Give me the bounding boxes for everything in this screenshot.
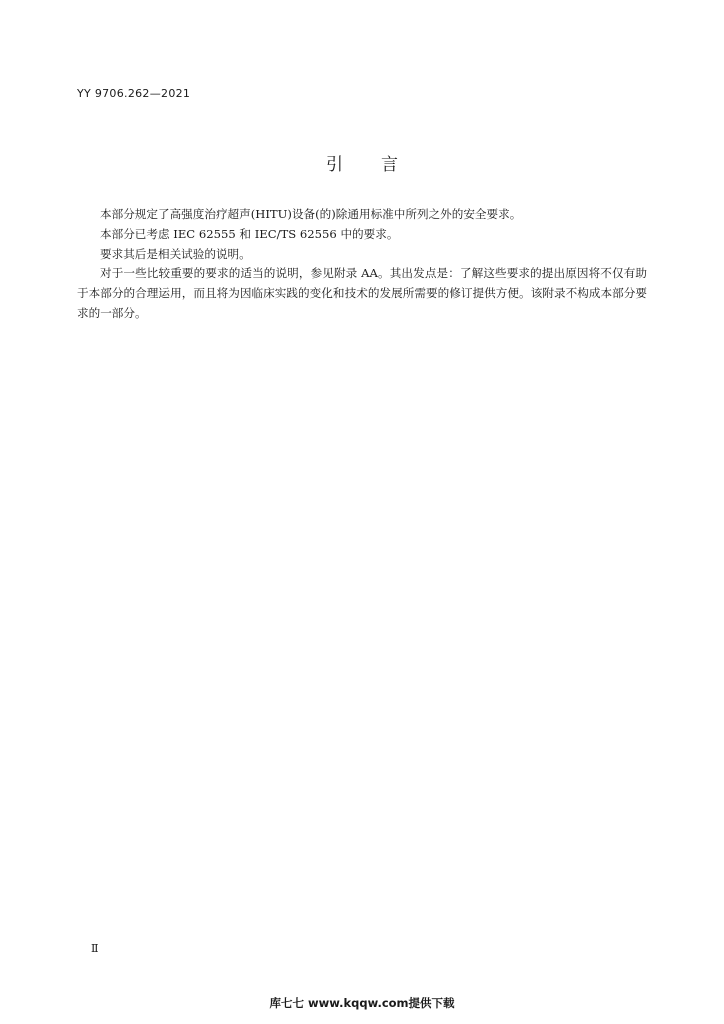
download-watermark: 库七七 www.kqqw.com提供下载 — [269, 996, 455, 1010]
body-text — [77, 205, 647, 324]
paragraph-annex-note: 对于一些比较重要的要求的适当的说明，参见附录 AA。其出发点是：了解这些要求的提出原因将不仅有助于本部分的合理运用，而且将为因临床实践的变化和技术的发展所需要的修订提供方便。该附录不构成本部分要求的一部分。 — [77, 266, 647, 320]
paragraph-scope: 本部分规定了高强度治疗超声(HITU)设备(的)除通用标准中所列之外的安全要求。 — [100, 207, 522, 221]
page-number: Ⅱ — [91, 942, 99, 955]
standard-code: YY 9706.262—2021 — [77, 87, 191, 100]
paragraph-references: 本部分已考虑 IEC 62555 和 IEC/TS 62556 中的要求。 — [100, 226, 399, 241]
paragraph-tests: 要求其后是相关试验的说明。 — [100, 246, 251, 261]
page-title: 引言 — [326, 155, 436, 175]
